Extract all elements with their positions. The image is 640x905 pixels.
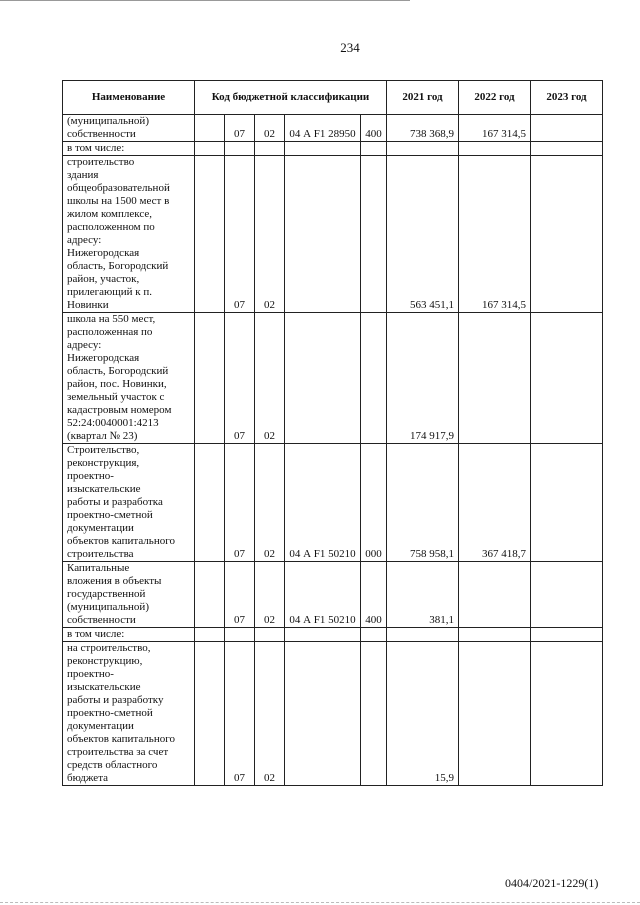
expense-type-cell xyxy=(361,313,387,444)
header-2022: 2022 год xyxy=(459,81,531,115)
subsection-code-cell: 02 xyxy=(255,562,285,628)
subsection-code-cell: 02 xyxy=(255,444,285,562)
section-code-cell xyxy=(225,142,255,156)
expense-type-cell: 400 xyxy=(361,115,387,142)
amount-2023-cell xyxy=(531,115,603,142)
page-number: 234 xyxy=(340,40,360,55)
amount-2021-cell: 758 958,1 xyxy=(387,444,459,562)
table-row xyxy=(63,628,603,642)
empty-cell xyxy=(195,628,225,642)
amount-2021-cell: 381,1 xyxy=(387,562,459,628)
section-code-cell: 07 xyxy=(225,444,255,562)
amount-2023-cell xyxy=(531,642,603,786)
amount-2021-cell: 738 368,9 xyxy=(387,115,459,142)
section-code-cell xyxy=(225,628,255,642)
expense-type-cell xyxy=(361,642,387,786)
empty-cell xyxy=(195,115,225,142)
row-name-cell: (муниципальной) собственности xyxy=(63,115,195,142)
amount-2022-cell: 167 314,5 xyxy=(459,156,531,313)
target-item-cell: 04 А F1 28950 xyxy=(285,115,361,142)
section-code-cell: 07 xyxy=(225,562,255,628)
target-item-cell xyxy=(285,642,361,786)
table-row xyxy=(63,142,603,156)
expense-type-cell xyxy=(361,142,387,156)
table-row xyxy=(63,642,603,786)
section-code-cell: 07 xyxy=(225,115,255,142)
amount-2021-cell xyxy=(387,628,459,642)
table-row xyxy=(63,562,603,628)
top-rule xyxy=(0,0,410,1)
expense-type-cell: 400 xyxy=(361,562,387,628)
subsection-code-cell: 02 xyxy=(255,642,285,786)
table-body xyxy=(63,115,603,786)
amount-2022-cell xyxy=(459,313,531,444)
amount-2022-cell xyxy=(459,142,531,156)
target-item-cell xyxy=(285,313,361,444)
section-code-cell: 07 xyxy=(225,313,255,444)
expense-type-cell xyxy=(361,628,387,642)
expense-type-cell xyxy=(361,156,387,313)
table-row xyxy=(63,444,603,562)
row-name-cell: Строительство, реконструкция, проектно- изыскательские работы и разработка проектно-сметной документации объектов капитального строительства xyxy=(63,444,195,562)
row-name-cell: в том числе: xyxy=(63,628,195,642)
amount-2022-cell xyxy=(459,628,531,642)
amount-2021-cell: 15,9 xyxy=(387,642,459,786)
subsection-code-cell: 02 xyxy=(255,313,285,444)
header-2023: 2023 год xyxy=(531,81,603,115)
target-item-cell xyxy=(285,156,361,313)
target-item-cell xyxy=(285,142,361,156)
amount-2023-cell xyxy=(531,444,603,562)
header-row xyxy=(63,81,603,115)
empty-cell xyxy=(195,142,225,156)
table-row xyxy=(63,313,603,444)
amount-2023-cell xyxy=(531,562,603,628)
empty-cell xyxy=(195,313,225,444)
subsection-code-cell: 02 xyxy=(255,156,285,313)
amount-2023-cell xyxy=(531,313,603,444)
bottom-rule xyxy=(0,902,640,903)
target-item-cell: 04 А F1 50210 xyxy=(285,562,361,628)
table-row xyxy=(63,115,603,142)
section-code-cell: 07 xyxy=(225,642,255,786)
empty-cell xyxy=(195,156,225,313)
amount-2022-cell: 367 418,7 xyxy=(459,444,531,562)
document-code: 0404/2021-1229(1) xyxy=(505,876,599,890)
amount-2022-cell xyxy=(459,642,531,786)
amount-2023-cell xyxy=(531,628,603,642)
row-name-cell: на строительство, реконструкцию, проектно- изыскательские работы и разработку проектно-сметной документации объектов капитального строительства за счет средств областного бюджета xyxy=(63,642,195,786)
budget-table xyxy=(62,80,603,786)
subsection-code-cell xyxy=(255,628,285,642)
expense-type-cell: 000 xyxy=(361,444,387,562)
empty-cell xyxy=(195,642,225,786)
row-name-cell: в том числе: xyxy=(63,142,195,156)
amount-2021-cell xyxy=(387,142,459,156)
header-name: Наименование xyxy=(63,81,195,115)
amount-2021-cell: 174 917,9 xyxy=(387,313,459,444)
amount-2022-cell xyxy=(459,562,531,628)
subsection-code-cell xyxy=(255,142,285,156)
row-name-cell: школа на 550 мест, расположенная по адресу: Нижегородская область, Богородский район, пос. Новинки, земельный участок с кадастровым номером 52:24:0040001:4213 (квартал № 23) xyxy=(63,313,195,444)
header-code: Код бюджетной классификации xyxy=(195,81,387,115)
table-row xyxy=(63,156,603,313)
target-item-cell: 04 А F1 50210 xyxy=(285,444,361,562)
row-name-cell: строительство здания общеобразовательной школы на 1500 мест в жилом комплексе, расположенном по адресу: Нижегородская область, Богородский район, участок, прилегающий к п. Новинки xyxy=(63,156,195,313)
target-item-cell xyxy=(285,628,361,642)
amount-2022-cell: 167 314,5 xyxy=(459,115,531,142)
header-2021: 2021 год xyxy=(387,81,459,115)
subsection-code-cell: 02 xyxy=(255,115,285,142)
empty-cell xyxy=(195,444,225,562)
row-name-cell: Капитальные вложения в объекты государственной (муниципальной) собственности xyxy=(63,562,195,628)
amount-2021-cell: 563 451,1 xyxy=(387,156,459,313)
section-code-cell: 07 xyxy=(225,156,255,313)
empty-cell xyxy=(195,562,225,628)
amount-2023-cell xyxy=(531,156,603,313)
amount-2023-cell xyxy=(531,142,603,156)
